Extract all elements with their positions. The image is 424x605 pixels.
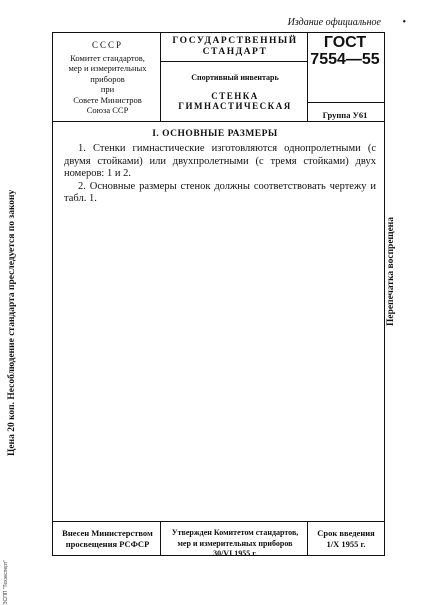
effective-label: Срок введения bbox=[317, 528, 375, 538]
org-line: мер и измерительных bbox=[68, 63, 147, 73]
reprint-prohibited-notice: Перепечатка воспрещена bbox=[386, 216, 396, 326]
standard-name: СТЕНКА ГИМНАСТИЧЕСКАЯ bbox=[178, 91, 292, 111]
group-label: Группа У61 bbox=[322, 110, 368, 120]
gost-code: 7554—55 bbox=[310, 51, 380, 68]
section-title: I. ОСНОВНЫЕ РАЗМЕРЫ bbox=[152, 129, 278, 139]
frame-top bbox=[52, 32, 385, 33]
effective-value: 1/X 1955 г. bbox=[326, 539, 366, 549]
approved-date: 30/VI 1955 г. bbox=[213, 549, 257, 558]
category-label: Спортивный инвентарь bbox=[191, 73, 279, 82]
issuing-organization bbox=[55, 40, 160, 116]
approved-by bbox=[163, 528, 307, 560]
org-line: при bbox=[100, 84, 115, 94]
org-line: Союза ССР bbox=[86, 105, 129, 115]
org-line: приборов bbox=[90, 73, 125, 84]
org-line: Совете Министров bbox=[73, 94, 142, 105]
header-divider-1 bbox=[160, 32, 161, 122]
org-line: Комитет стандартов, bbox=[70, 52, 145, 63]
paragraph: 2. Основные размеры стенок должны соответствовать чертежу и табл. 1. bbox=[64, 180, 376, 204]
footer-divider-1 bbox=[160, 521, 161, 556]
footer-divider-2 bbox=[307, 521, 308, 556]
gost-label: ГОСТ bbox=[323, 34, 367, 51]
standard-title-line: СТАНДАРТ bbox=[202, 47, 268, 57]
edition-label: Издание официальное bbox=[287, 17, 381, 28]
introduced-line: Внесен Министерством bbox=[62, 528, 153, 538]
footer-top-line bbox=[52, 521, 385, 522]
header-bottom-line bbox=[52, 121, 385, 122]
standard-title bbox=[163, 36, 307, 58]
effective-date bbox=[310, 528, 382, 550]
frame-right bbox=[384, 32, 385, 556]
title-separator bbox=[160, 61, 308, 62]
source-watermark: ЭСПП "Техэксперт" bbox=[3, 559, 9, 605]
gost-separator bbox=[307, 102, 385, 103]
frame-left bbox=[52, 32, 53, 556]
corner-mark: • bbox=[402, 17, 406, 28]
gost-number bbox=[310, 34, 380, 68]
price-and-law-notice: Цена 20 коп. Несоблюдение стандарта преследуется по закону bbox=[7, 189, 17, 456]
ussr-label: СССР bbox=[91, 40, 123, 50]
standard-title-line: ГОСУДАРСТВЕННЫЙ bbox=[172, 36, 298, 46]
approved-line: Утвержден Комитетом стандартов, bbox=[171, 528, 299, 537]
header-divider-2 bbox=[307, 32, 308, 122]
approved-line: мер и измерительных приборов bbox=[177, 538, 293, 548]
section-body bbox=[64, 143, 376, 206]
introduced-line: просвещения РСФСР bbox=[65, 539, 150, 549]
paragraph: 1. Стенки гимнастические изготовляются однопролетными (с двумя стойками) или двухпролетными (с тремя стойками) двух номеров: 1 и 2. bbox=[64, 143, 376, 179]
introduced-by bbox=[55, 528, 160, 550]
